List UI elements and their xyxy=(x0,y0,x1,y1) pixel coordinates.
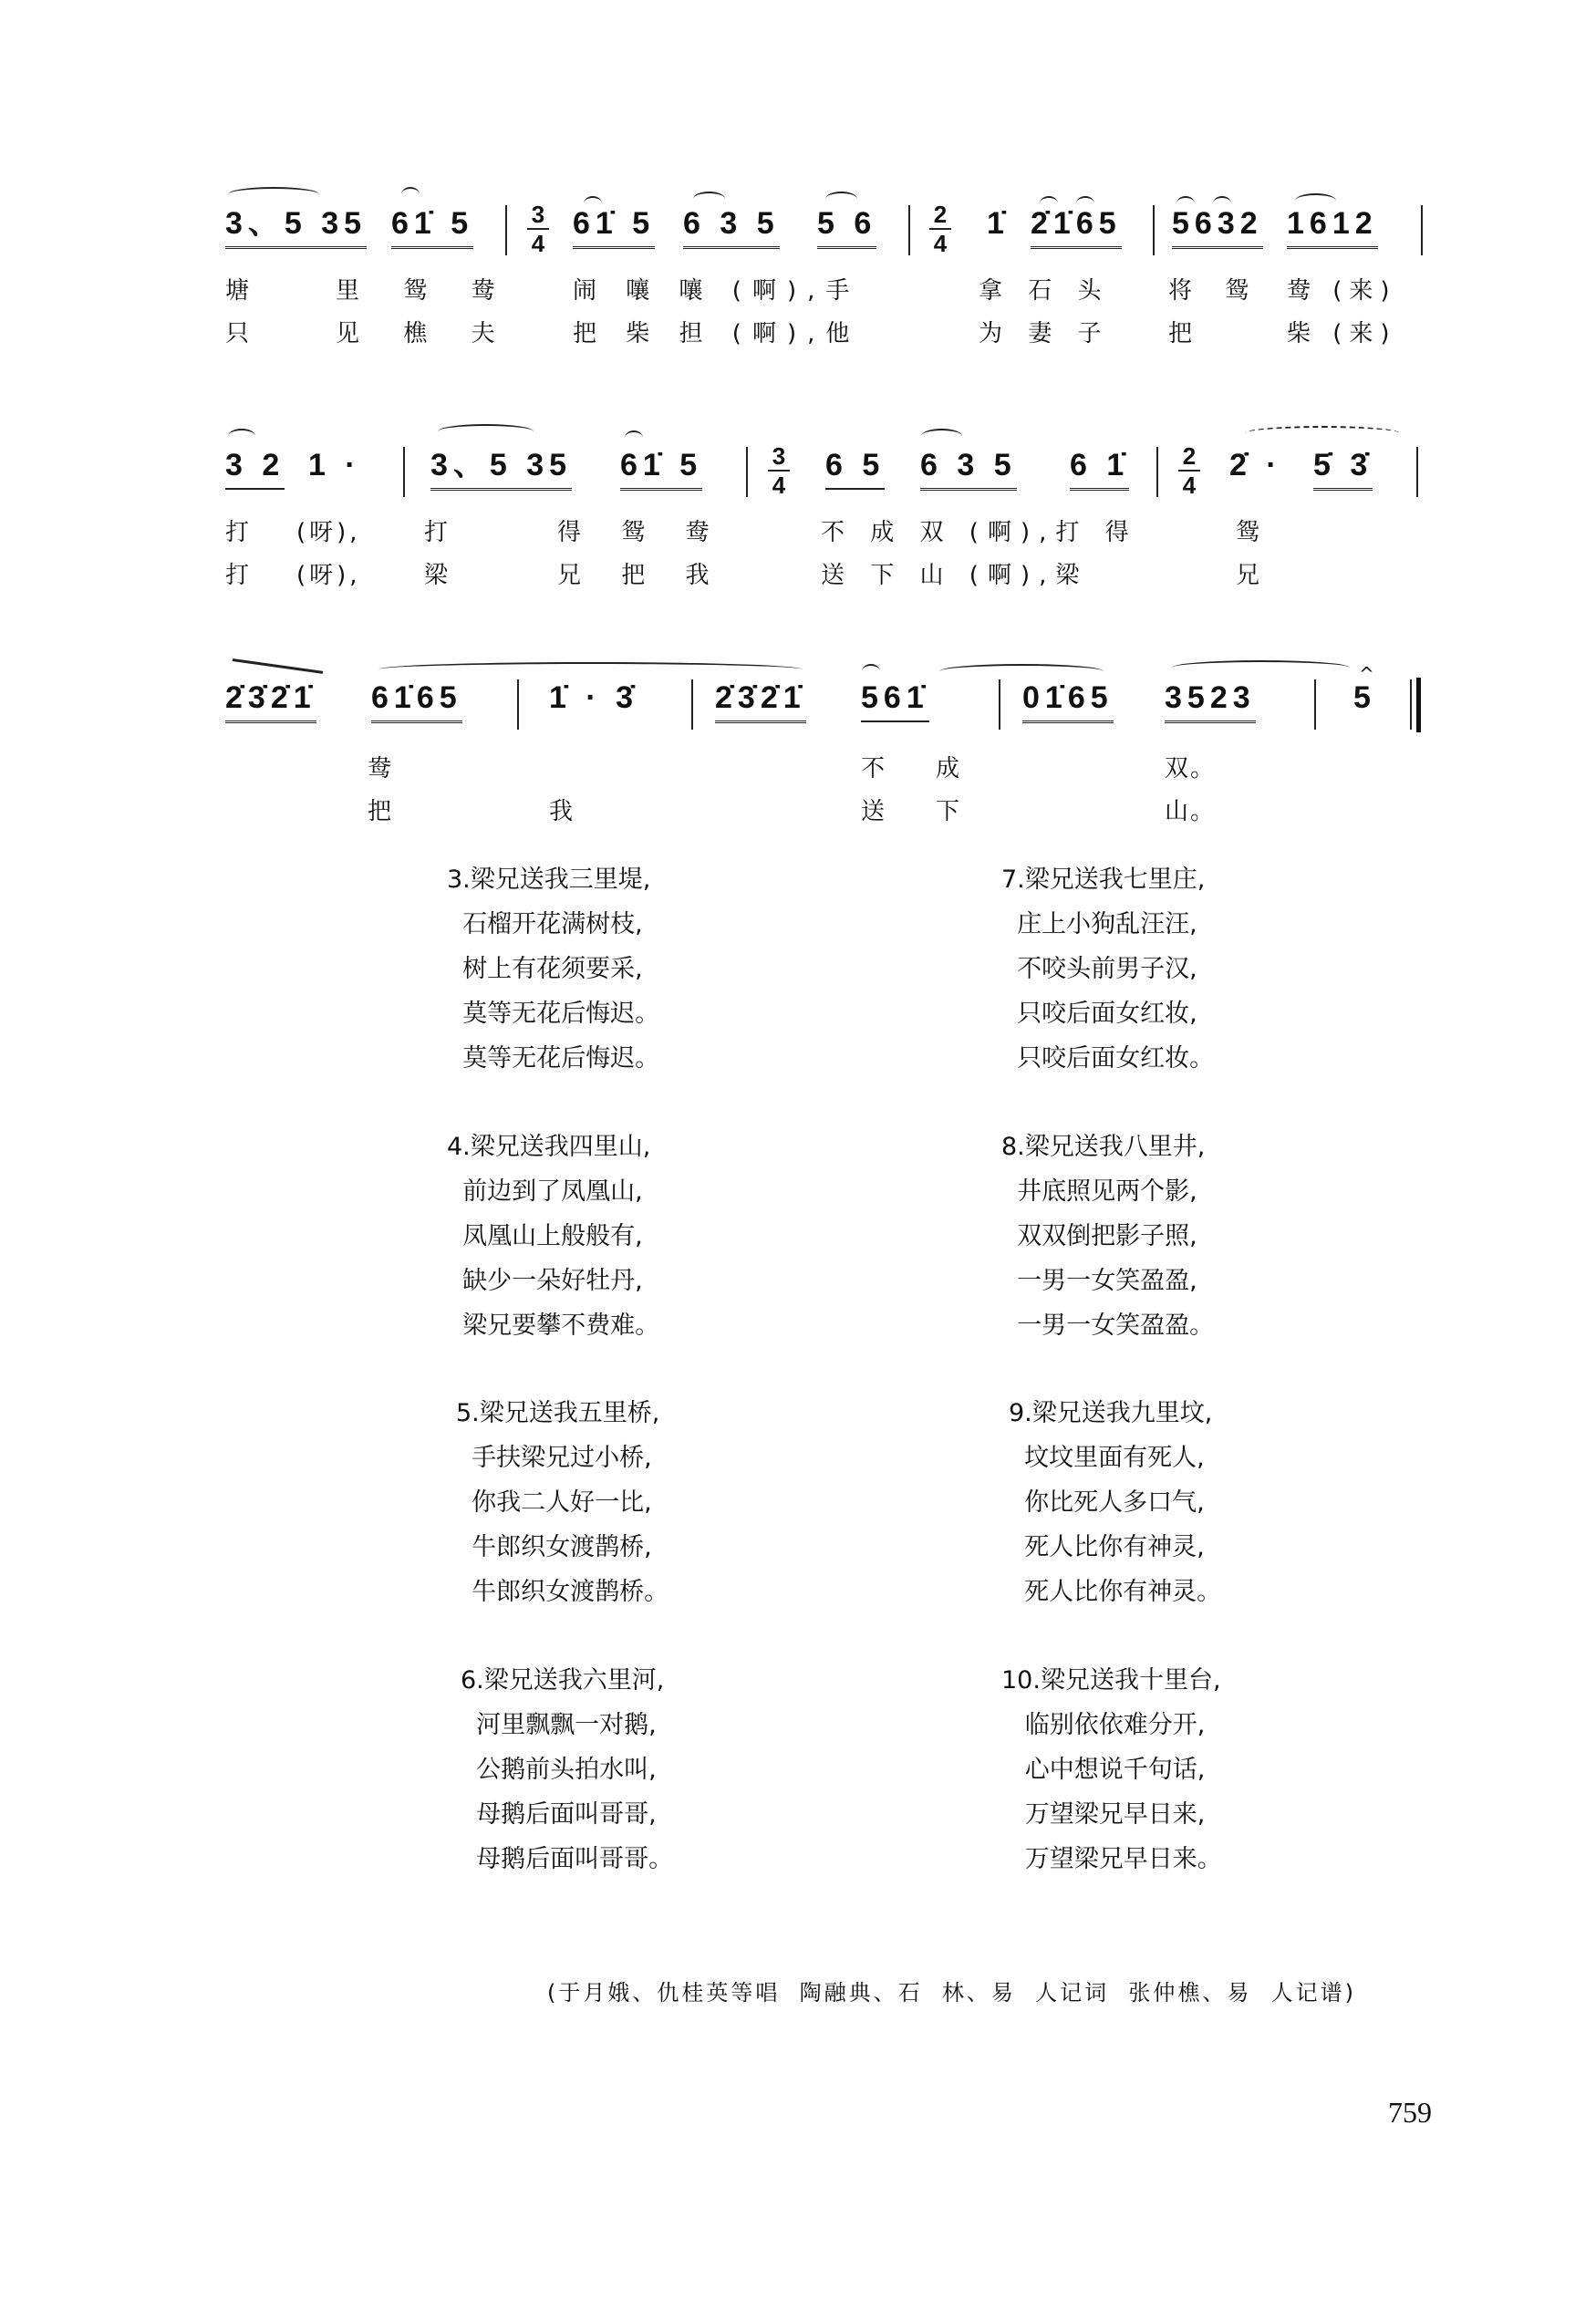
ts-top: 2 xyxy=(1182,442,1197,470)
page-number: 759 xyxy=(1388,2096,1432,2129)
lyric: 我 xyxy=(549,798,592,825)
lyric: 打 xyxy=(225,562,268,589)
lyric: 见 樵 夫 xyxy=(336,320,513,347)
barline xyxy=(691,679,693,730)
lyric: 鸯 xyxy=(368,755,410,783)
lyric: 不 xyxy=(861,755,904,783)
verse-3: 3.梁兄送我三里堤, 石榴开花满树枝, 树上有花须要采, 莫等无花后悔迟。 莫等无花后悔迟。 xyxy=(447,866,660,1073)
ts-top: 3 xyxy=(531,201,545,228)
lyric: 只 xyxy=(225,320,268,347)
note-group: 2̇3̇2̇1̇ xyxy=(715,679,806,723)
ts-bottom: 4 xyxy=(933,230,948,257)
lyric: 闹 嚷 嚷 (啊),手 xyxy=(573,277,861,305)
slur xyxy=(1245,426,1400,441)
note-group: 61̇ 5 xyxy=(620,447,702,491)
ts-bottom: 4 xyxy=(1182,472,1197,499)
lyric: 把 柴 担 (啊),他 xyxy=(573,320,861,347)
slur xyxy=(625,430,643,445)
barline xyxy=(1421,205,1423,255)
slur xyxy=(825,192,857,206)
barline xyxy=(1153,205,1155,255)
lyric: (呀), xyxy=(296,562,361,589)
verse-5: 5.梁兄送我五里桥, 手扶梁兄过小桥, 你我二人好一比, 牛郎织女渡鹊桥, 牛郎织女渡鹊桥。 xyxy=(456,1399,669,1606)
lyric: 把 xyxy=(368,798,410,825)
time-signature xyxy=(1178,444,1200,497)
fermata-icon: ^ xyxy=(1359,663,1374,685)
lyric: 兄 xyxy=(1236,562,1279,589)
lyric: 柴 (来) xyxy=(1287,320,1397,347)
ts-top: 3 xyxy=(772,442,786,470)
credits: (于月娥、仇桂英等唱 陶融典、石 林、易 人记词 张仲樵、易 人记谱) xyxy=(547,1980,1357,2006)
barline xyxy=(1156,447,1158,497)
lyric: 鸳 xyxy=(1236,519,1279,546)
lyric: 得 鸳 鸯 xyxy=(557,519,726,546)
barline xyxy=(517,679,519,730)
time-signature xyxy=(929,202,951,255)
note-group: 6 5 xyxy=(825,447,885,490)
note-group: 3 2 xyxy=(225,447,285,490)
lyric: (呀), xyxy=(296,519,361,546)
slur xyxy=(438,424,534,439)
lyric: 鸯 (来) xyxy=(1287,277,1397,305)
lyric: 拿 石 头 xyxy=(979,277,1111,305)
lyric: 不 成 双 (啊),打 得 xyxy=(821,519,1138,546)
note-group: 561̇ xyxy=(861,679,929,722)
lyric: 下 xyxy=(936,798,979,825)
note-group: 5̇ 3̇ xyxy=(1313,447,1373,491)
barline xyxy=(999,679,1000,730)
note-group: 6 3 5 xyxy=(920,447,1017,491)
note-group: 1̇ xyxy=(987,206,1010,241)
verse-6: 6.梁兄送我六里河, 河里飘飘一对鹅, 公鹅前头拍水叫, 母鹅后面叫哥哥, 母鹅后面叫哥哥。 xyxy=(461,1666,674,1873)
note-group: 6 3 5 xyxy=(683,205,780,249)
verse-10: 10.梁兄送我十里台, 临别依依难分开, 心中想说千句话, 万望梁兄早日来, 万望梁兄早日来。 xyxy=(1001,1666,1222,1873)
note-group: 5 xyxy=(1353,680,1376,715)
note-group: 5 6 xyxy=(817,205,876,249)
slur xyxy=(401,187,420,202)
lyric: 兄 把 我 xyxy=(557,562,726,589)
slur xyxy=(693,192,725,206)
slur xyxy=(939,664,1104,679)
lyric: 双。 xyxy=(1165,755,1217,783)
note-group: 61̇ 5 xyxy=(391,205,473,249)
lyric: 将 鸳 xyxy=(1168,277,1262,305)
note-group: 6 1̇ xyxy=(1070,447,1129,491)
lyric: 打 xyxy=(225,519,268,546)
verse-9: 9.梁兄送我九里坟, 坟坟里面有死人, 你比死人多口气, 死人比你有神灵, 死人比你有神灵。 xyxy=(1009,1399,1222,1606)
note-group: 61̇ 5 xyxy=(573,205,655,249)
note-group: 3、5 35 xyxy=(430,447,572,491)
lyric: 梁 xyxy=(424,562,467,589)
note-group: 2̇1̇65 xyxy=(1031,205,1122,249)
barline xyxy=(908,205,910,255)
note-group: 5632 xyxy=(1172,205,1263,249)
ts-bottom: 4 xyxy=(772,472,786,499)
note-group: 2̇ · xyxy=(1229,448,1297,482)
ts-top: 2 xyxy=(933,201,948,228)
lyric: 里 鸳 鸯 xyxy=(336,277,513,305)
lyric: 为 妻 子 xyxy=(979,320,1111,347)
barline xyxy=(1314,679,1316,730)
lyric: 成 xyxy=(936,755,979,783)
lyric: 送 下 山 (啊),梁 xyxy=(821,562,1089,589)
slur xyxy=(862,664,880,679)
time-signature xyxy=(768,444,790,497)
barline xyxy=(505,205,507,255)
note-group: 2̇3̇2̇1̇ xyxy=(225,679,316,723)
lyric: 送 xyxy=(861,798,904,825)
verse-4: 4.梁兄送我四里山, 前边到了凤凰山, 凤凰山上般般有, 缺少一朵好牡丹, 梁兄要攀不费难。 xyxy=(447,1133,660,1340)
note-group: 3523 xyxy=(1165,679,1256,723)
slur xyxy=(228,187,319,202)
note-group: 1̇ · 3̇ xyxy=(549,680,639,715)
slur xyxy=(1172,660,1350,675)
tie-line xyxy=(233,658,323,674)
barline xyxy=(1416,447,1418,497)
verse-8: 8.梁兄送我八里井, 井底照见两个影, 双双倒把影子照, 一男一女笑盈盈, 一男一女笑盈盈。 xyxy=(1001,1133,1215,1340)
slur xyxy=(378,662,803,677)
time-signature xyxy=(527,202,549,255)
final-barline xyxy=(1416,678,1421,732)
note-group: 61̇65 xyxy=(371,679,462,723)
note-group: 01̇65 xyxy=(1022,679,1114,723)
note-group: 1612 xyxy=(1287,205,1378,249)
ts-bottom: 4 xyxy=(531,230,545,257)
slur xyxy=(921,429,962,443)
barline xyxy=(1410,679,1412,730)
lyric: 把 xyxy=(1168,320,1211,347)
verse-7: 7.梁兄送我七里庄, 庄上小狗乱汪汪, 不咬头前男子汉, 只咬后面女红妆, 只咬后面女红妆。 xyxy=(1001,866,1215,1073)
barline xyxy=(746,447,748,497)
note-group: 1 · xyxy=(308,448,361,482)
note-group: 3、5 35 xyxy=(225,205,367,249)
slur xyxy=(228,429,255,443)
barline xyxy=(403,447,405,497)
lyric: 山。 xyxy=(1165,798,1217,825)
lyric: 打 xyxy=(424,519,467,546)
lyric: 塘 xyxy=(225,277,268,305)
